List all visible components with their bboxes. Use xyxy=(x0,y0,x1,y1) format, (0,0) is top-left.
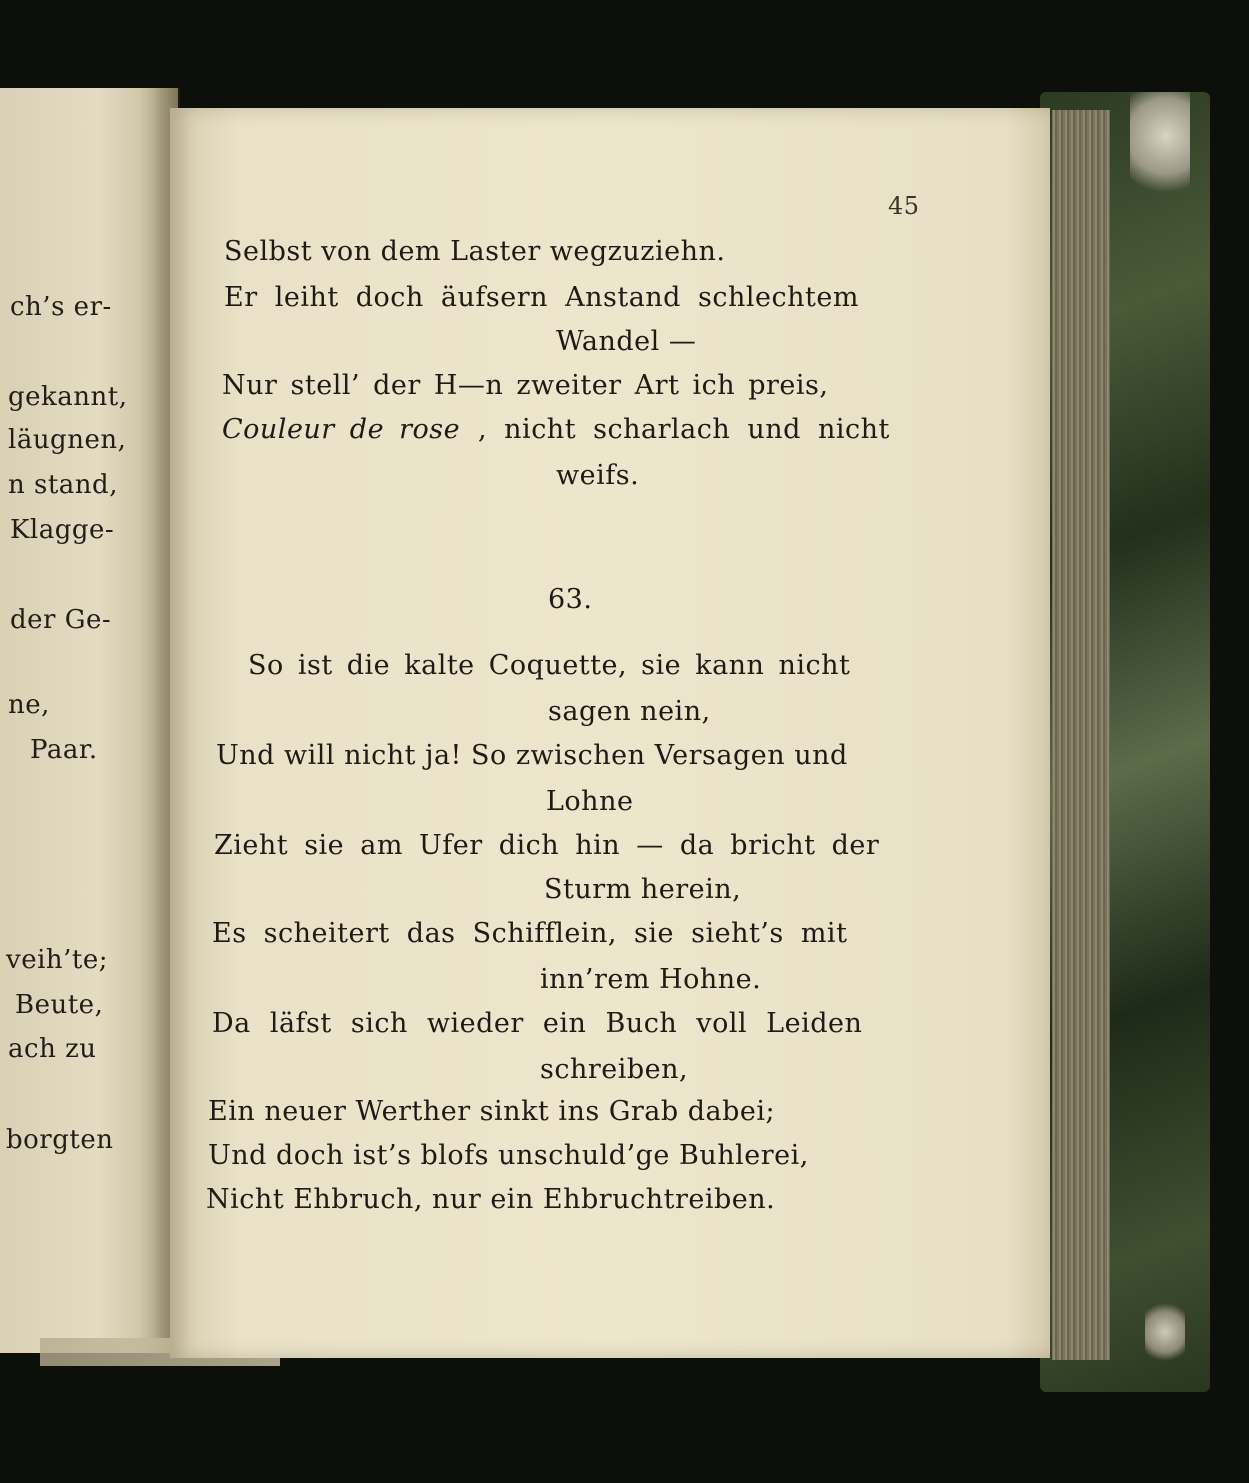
poem-line: Lohne xyxy=(546,786,634,817)
left-fragment: veih’te; xyxy=(6,945,108,975)
poem-line: sagen nein, xyxy=(548,696,711,727)
cover-wear-top xyxy=(1130,92,1190,202)
poem-line-italic: Couleur de rose xyxy=(222,414,461,445)
poem-line: Selbst von dem Laster wegzuziehn. xyxy=(224,236,726,267)
poem-line: So ist die kalte Coquette, sie kann nicht xyxy=(248,650,851,681)
cover-wear-bottom xyxy=(1145,1302,1185,1362)
page-edges xyxy=(1052,110,1110,1360)
left-fragment: der Ge- xyxy=(10,605,112,635)
poem-line: Und will nicht ja! So zwischen Versagen und xyxy=(216,740,848,771)
left-fragment: läugnen, xyxy=(8,425,127,455)
stanza-number: 63. xyxy=(548,584,593,615)
poem-line: Wandel — xyxy=(556,326,697,357)
left-fragment: Paar. xyxy=(30,735,98,765)
poem-line: schreiben, xyxy=(540,1054,689,1085)
left-fragment: Klagge- xyxy=(10,515,115,545)
poem-line: weifs. xyxy=(556,460,640,491)
poem-line: Es scheitert das Schifflein, sie sieht’s mit xyxy=(212,918,848,949)
left-fragment: ne, xyxy=(8,690,50,720)
left-fragment: gekannt, xyxy=(8,382,128,412)
poem-line: , nicht scharlach und nicht xyxy=(478,414,890,445)
left-fragment: ch’s er- xyxy=(10,292,112,322)
left-fragment: Beute, xyxy=(15,990,104,1020)
poem-line: Nicht Ehbruch, nur ein Ehbruchtreiben. xyxy=(206,1184,776,1215)
poem-line: Da läfst sich wieder ein Buch voll Leiden xyxy=(212,1008,863,1039)
left-fragment: ach zu xyxy=(8,1034,97,1064)
poem-line: Zieht sie am Ufer dich hin — da bricht der xyxy=(214,830,880,861)
poem-line: Sturm herein, xyxy=(544,874,742,905)
poem-line: Er leiht doch äufsern Anstand schlechtem xyxy=(224,282,859,313)
poem-line: Und doch ist’s blofs unschuld’ge Buhlerei, xyxy=(208,1140,809,1171)
left-fragment: n stand, xyxy=(8,470,118,500)
poem-line: Ein neuer Werther sinkt ins Grab dabei; xyxy=(208,1096,776,1127)
poem-line: Nur stell’ der H—n zweiter Art ich preis, xyxy=(222,370,829,401)
left-fragment: borgten xyxy=(6,1125,114,1155)
page-number: 45 xyxy=(888,192,920,220)
poem-line: inn’rem Hohne. xyxy=(540,964,762,995)
